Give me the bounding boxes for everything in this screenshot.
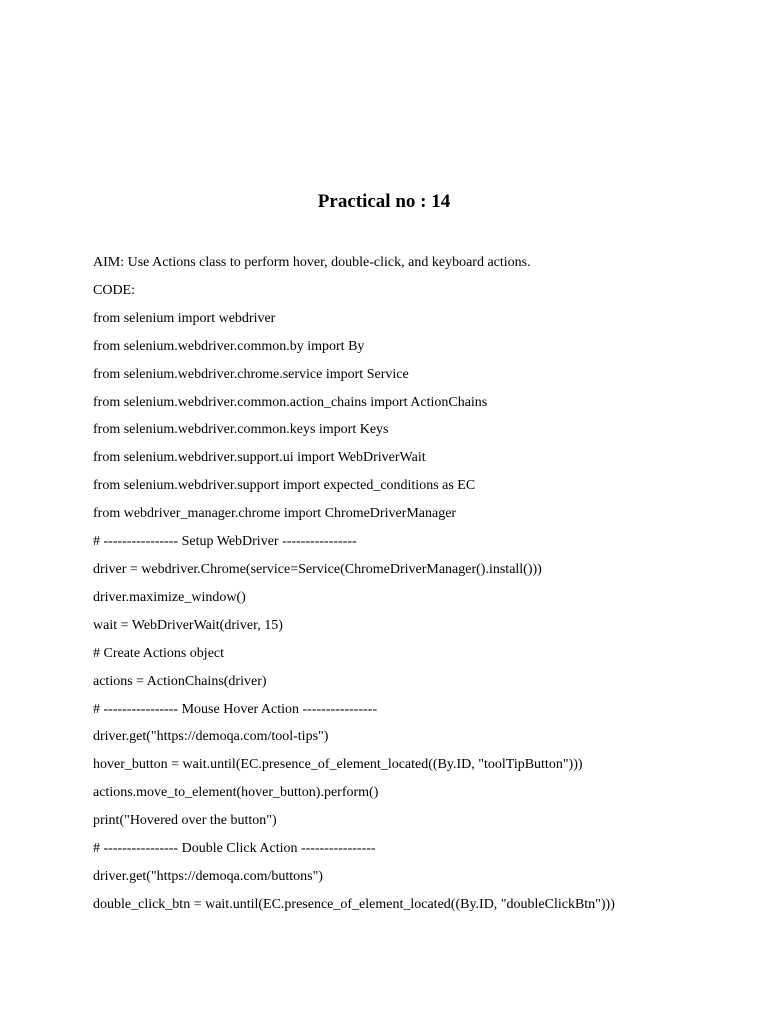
aim-statement: AIM: Use Actions class to perform hover, double-click, and keyboard actions.	[93, 255, 531, 270]
code-line: double_click_btn = wait.until(EC.presence_of_element_located((By.ID, "doubleClickBtn")))	[93, 896, 615, 912]
code-line: driver.get("https://demoqa.com/buttons")	[93, 868, 323, 884]
code-comment: # ---------------- Setup WebDriver ----------------	[93, 534, 357, 550]
code-line: print("Hovered over the button")	[93, 813, 277, 829]
code-line: from selenium.webdriver.common.keys import Keys	[93, 422, 389, 438]
code-line: from selenium import webdriver	[93, 310, 276, 326]
code-line: actions = ActionChains(driver)	[93, 673, 267, 689]
page-title: Practical no : 14	[317, 191, 451, 212]
code-block	[93, 305, 753, 919]
code-line: driver.maximize_window()	[93, 589, 246, 605]
code-line: actions.move_to_element(hover_button).perform()	[93, 785, 379, 801]
code-line: from selenium.webdriver.chrome.service import Service	[93, 366, 409, 382]
code-label: CODE:	[93, 282, 135, 298]
code-line: from webdriver_manager.chrome import ChromeDriverManager	[93, 506, 457, 522]
code-line: from selenium.webdriver.support import expected_conditions as EC	[93, 478, 476, 494]
document-body	[93, 249, 753, 919]
code-line: driver.get("https://demoqa.com/tool-tips")	[93, 729, 329, 745]
code-comment: # ---------------- Double Click Action ----------------	[93, 841, 376, 857]
code-line: from selenium.webdriver.common.action_chains import ActionChains	[93, 394, 488, 410]
code-comment: # Create Actions object	[93, 645, 225, 661]
code-line: from selenium.webdriver.support.ui import WebDriverWait	[93, 450, 426, 466]
code-line: driver = webdriver.Chrome(service=Service(ChromeDriverManager().install()))	[93, 561, 542, 577]
code-line: wait = WebDriverWait(driver, 15)	[93, 617, 283, 633]
code-line: from selenium.webdriver.common.by import By	[93, 338, 365, 354]
code-line: hover_button = wait.until(EC.presence_of_element_located((By.ID, "toolTipButton")))	[93, 757, 583, 773]
code-comment: # ---------------- Mouse Hover Action ----------------	[93, 701, 378, 717]
